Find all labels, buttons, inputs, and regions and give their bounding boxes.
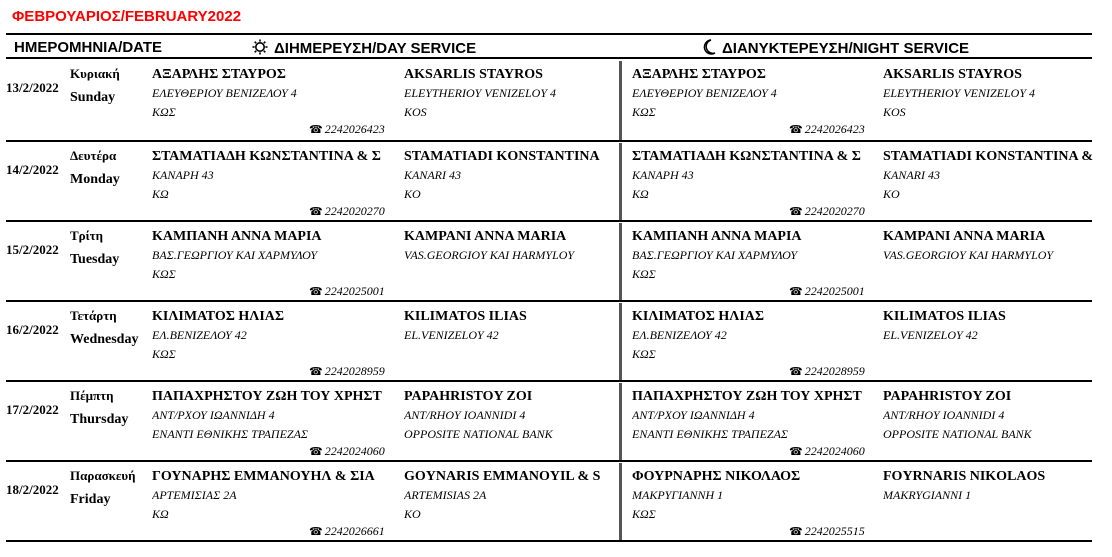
night-service-en-entry [883, 147, 1112, 204]
phone-number: 2242028959 [324, 364, 385, 378]
night-service-phone [789, 122, 865, 137]
telephone-icon: ☎ [309, 526, 323, 538]
night-service-en-entry [883, 227, 1112, 265]
night-service-phone [789, 444, 865, 459]
row-weekday-greek: Κυριακή [70, 66, 120, 81]
pharmacy-city: ΚΩΣ [632, 267, 656, 281]
row-date: 15/2/2022 [6, 242, 59, 257]
pharmacy-address: ΚΑΝΑΡΗ 43 [152, 168, 214, 182]
night-service-gr-entry [632, 467, 867, 524]
phone-number: 2242026423 [324, 122, 385, 136]
phone-number: 2242020270 [804, 204, 865, 218]
row-weekday-greek: Τετάρτη [70, 308, 117, 323]
row-weekday-english: Monday [70, 172, 120, 187]
pharmacy-name: KILIMATOS ILIAS [404, 309, 527, 324]
pharmacy-address: ΕΛΕΥΘΕΡΙΟΥ ΒΕΝΙΖΕΛΟΥ 4 [632, 86, 777, 100]
telephone-icon: ☎ [789, 526, 803, 538]
pharmacy-name: AKSARLIS STAYROS [404, 67, 543, 82]
phone-number: 2242025001 [324, 284, 385, 298]
pharmacy-city: KO [404, 187, 421, 201]
pharmacy-landmark: ΕΝΑΝΤΙ ΕΘΝΙΚΗΣ ΤΡΑΠΕΖΑΣ [152, 427, 309, 441]
night-service-gr-entry [632, 65, 867, 122]
row-separator [6, 380, 1092, 382]
pharmacy-name: ΦΟΥΡΝΑΡΗΣ ΝΙΚΟΛΑΟΣ [632, 469, 801, 484]
pharmacy-name: ΚΙΛΙΜΑΤΟΣ ΗΛΙΑΣ [632, 309, 765, 324]
header-day-service [252, 39, 476, 57]
day-service-gr-entry [152, 147, 387, 204]
phone-number: 2242026661 [324, 524, 385, 538]
pharmacy-name: ΚΙΛΙΜΑΤΟΣ ΗΛΙΑΣ [152, 309, 285, 324]
pharmacy-address: VAS.GEORGIOY KAI HARMYLOY [404, 248, 575, 262]
pharmacy-name: STAMATIADI KONSTANTINA & [883, 149, 1094, 164]
table-row [0, 223, 1112, 303]
header-day-service-label: ΔΙΗΜΕΡΕΥΣΗ/DAY SERVICE [274, 40, 477, 57]
pharmacy-address: ARTEMISIAS 2A [404, 488, 487, 502]
pharmacy-address: EL.VENIZELOY 42 [883, 328, 978, 342]
pharmacy-address: ΑΝΤ/ΡΧΟΥ ΙΩΑΝΝΙΔΗ 4 [632, 408, 755, 422]
night-service-gr-entry [632, 227, 867, 284]
pharmacy-name: ΠΑΠΑΧΡΗΣΤΟΥ ΖΩΗ ΤΟΥ ΧΡΗΣΤ [152, 389, 382, 404]
pharmacy-name: GOYNARIS EMMANOYIL & S [404, 469, 601, 484]
telephone-icon: ☎ [309, 286, 323, 298]
pharmacy-address: ΕΛ.ΒΕΝΙΖΕΛΟΥ 42 [152, 328, 247, 342]
table-row [0, 143, 1112, 223]
row-separator [6, 460, 1092, 462]
header-night-service [702, 39, 969, 57]
day-service-gr-entry [152, 65, 387, 122]
pharmacy-name: ΚΑΜΠΑΝΗ ΑΝΝΑ ΜΑΡΙΑ [152, 229, 322, 244]
pharmacy-address: VAS.GEORGIOY KAI HARMYLOY [883, 248, 1054, 262]
telephone-icon: ☎ [309, 124, 323, 136]
pharmacy-address: ΕΛΕΥΘΕΡΙΟΥ ΒΕΝΙΖΕΛΟΥ 4 [152, 86, 297, 100]
pharmacy-city: ΚΩΣ [152, 347, 176, 361]
day-service-phone [309, 524, 385, 539]
pharmacy-city: ΚΩ [632, 187, 649, 201]
night-service-en-entry [883, 387, 1112, 444]
telephone-icon: ☎ [309, 206, 323, 218]
pharmacy-name: KILIMATOS ILIAS [883, 309, 1006, 324]
row-weekday-english: Friday [70, 492, 111, 507]
row-weekday-english: Sunday [70, 90, 116, 105]
row-separator [6, 140, 1092, 142]
pharmacy-name: ΣΤΑΜΑΤΙΑΔΗ ΚΩΝΣΤΑΝΤΙΝΑ & Σ [152, 149, 381, 164]
phone-number: 2242025515 [804, 524, 865, 538]
pharmacy-address: EL.VENIZELOY 42 [404, 328, 499, 342]
row-separator [6, 220, 1092, 222]
pharmacy-city: KO [883, 187, 900, 201]
telephone-icon: ☎ [309, 446, 323, 458]
telephone-icon: ☎ [789, 446, 803, 458]
pharmacy-address: ΜΑΚΡΥΓΙΑΝΝΗ 1 [632, 488, 724, 502]
pharmacy-name: ΚΑΜΠΑΝΗ ΑΝΝΑ ΜΑΡΙΑ [632, 229, 802, 244]
pharmacy-address: ΒΑΣ.ΓΕΩΡΓΙΟΥ ΚΑΙ ΧΑΡΜΥΛΟΥ [152, 248, 318, 262]
row-weekday-greek: Δευτέρα [70, 148, 117, 163]
pharmacy-city: ΚΩΣ [152, 267, 176, 281]
night-service-gr-entry [632, 147, 867, 204]
day-service-phone [309, 122, 385, 137]
pharmacy-address: ANT/RHOY IOANNIDI 4 [883, 408, 1005, 422]
pharmacy-address: ΒΑΣ.ΓΕΩΡΓΙΟΥ ΚΑΙ ΧΑΡΜΥΛΟΥ [632, 248, 798, 262]
row-date: 17/2/2022 [6, 402, 59, 417]
pharmacy-city: ΚΩΣ [632, 507, 656, 521]
pharmacy-name: ΓΟΥΝΑΡΗΣ ΕΜΜΑΝΟΥΗΛ & ΣΙΑ [152, 469, 375, 484]
row-separator [6, 300, 1092, 302]
row-weekday-english: Wednesday [70, 332, 139, 347]
night-service-phone [789, 204, 865, 219]
night-service-gr-entry [632, 387, 867, 444]
pharmacy-landmark: OPPOSITE NATIONAL BANK [883, 427, 1032, 441]
day-service-gr-entry [152, 227, 387, 284]
pharmacy-name: ΑΞΑΡΛΗΣ ΣΤΑΥΡΟΣ [632, 67, 766, 82]
day-service-en-entry [404, 467, 639, 524]
telephone-icon: ☎ [789, 366, 803, 378]
row-separator [6, 540, 1092, 542]
row-date: 14/2/2022 [6, 162, 59, 177]
header-bottom-rule [6, 57, 1092, 59]
night-service-en-entry [883, 65, 1112, 122]
pharmacy-name: AKSARLIS STAYROS [883, 67, 1022, 82]
telephone-icon: ☎ [789, 286, 803, 298]
day-service-en-entry [404, 227, 639, 265]
pharmacy-name: ΑΞΑΡΛΗΣ ΣΤΑΥΡΟΣ [152, 67, 286, 82]
pharmacy-city: ΚΩΣ [152, 105, 176, 119]
phone-number: 2242026423 [804, 122, 865, 136]
pharmacy-city: ΚΩ [152, 187, 169, 201]
pharmacy-address: ΕΛ.ΒΕΝΙΖΕΛΟΥ 42 [632, 328, 727, 342]
row-date: 13/2/2022 [6, 80, 59, 95]
telephone-icon: ☎ [789, 206, 803, 218]
pharmacy-address: ELEYTHERIOY VENIZELOY 4 [883, 86, 1036, 100]
telephone-icon: ☎ [789, 124, 803, 136]
sun-icon [252, 39, 268, 55]
day-service-en-entry [404, 307, 639, 345]
pharmacy-city: ΚΩΣ [632, 105, 656, 119]
pharmacy-address: ΑΡΤΕΜΙΣΙΑΣ 2Α [152, 488, 237, 502]
night-service-gr-entry [632, 307, 867, 364]
header-night-service-label: ΔΙΑΝΥΚΤΕΡΕΥΣΗ/NIGHT SERVICE [722, 40, 970, 57]
row-weekday-english: Thursday [70, 412, 129, 427]
pharmacy-city: ΚΩΣ [632, 347, 656, 361]
row-weekday-greek: Παρασκευή [70, 468, 136, 483]
day-service-en-entry [404, 65, 639, 122]
page-title: ΦΕΒΡΟΥΑΡΙΟΣ/FEBRUARY2022 [12, 8, 242, 25]
pharmacy-address: ΑΝΤ/ΡΧΟΥ ΙΩΑΝΝΙΔΗ 4 [152, 408, 275, 422]
table-header [6, 36, 1092, 58]
pharmacy-address: MAKRYGIANNI 1 [883, 488, 972, 502]
pharmacy-address: KANARI 43 [404, 168, 461, 182]
pharmacy-address: ΚΑΝΑΡΗ 43 [632, 168, 694, 182]
night-service-en-entry [883, 467, 1112, 505]
day-service-gr-entry [152, 467, 387, 524]
pharmacy-name: FOYRNARIS NIKOLAOS [883, 469, 1046, 484]
pharmacy-address: KANARI 43 [883, 168, 940, 182]
phone-number: 2242020270 [324, 204, 385, 218]
pharmacy-name: ΣΤΑΜΑΤΙΑΔΗ ΚΩΝΣΤΑΝΤΙΝΑ & Σ [632, 149, 861, 164]
day-service-gr-entry [152, 387, 387, 444]
day-service-phone [309, 284, 385, 299]
pharmacy-city: ΚΩ [152, 507, 169, 521]
table-row [0, 61, 1112, 141]
day-service-phone [309, 364, 385, 379]
night-service-en-entry [883, 307, 1112, 345]
pharmacy-city: KO [404, 507, 421, 521]
row-date: 16/2/2022 [6, 322, 59, 337]
phone-number: 2242024060 [804, 444, 865, 458]
pharmacy-name: KAMPANI ANNA MARIA [404, 229, 567, 244]
pharmacy-name: KAMPANI ANNA MARIA [883, 229, 1046, 244]
pharmacy-name: ΠΑΠΑΧΡΗΣΤΟΥ ΖΩΗ ΤΟΥ ΧΡΗΣΤ [632, 389, 862, 404]
day-service-en-entry [404, 147, 639, 204]
night-service-phone [789, 524, 865, 539]
row-weekday-greek: Πέμπτη [70, 388, 114, 403]
phone-number: 2242024060 [324, 444, 385, 458]
pharmacy-landmark: ΕΝΑΝΤΙ ΕΘΝΙΚΗΣ ΤΡΑΠΕΖΑΣ [632, 427, 789, 441]
row-weekday-english: Tuesday [70, 252, 120, 267]
night-service-phone [789, 284, 865, 299]
row-date: 18/2/2022 [6, 482, 59, 497]
row-weekday-greek: Τρίτη [70, 228, 104, 243]
header-top-rule [6, 33, 1092, 35]
day-service-en-entry [404, 387, 639, 444]
pharmacy-city: KOS [404, 105, 427, 119]
table-row [0, 383, 1112, 463]
pharmacy-address: ELEYTHERIOY VENIZELOY 4 [404, 86, 557, 100]
night-service-phone [789, 364, 865, 379]
day-service-phone [309, 204, 385, 219]
phone-number: 2242028959 [804, 364, 865, 378]
moon-icon [702, 39, 716, 55]
day-service-gr-entry [152, 307, 387, 364]
table-row [0, 463, 1112, 543]
table-row [0, 303, 1112, 383]
pharmacy-landmark: OPPOSITE NATIONAL BANK [404, 427, 553, 441]
header-date: ΗΜΕΡΟΜΗΝΙΑ/DATE [14, 39, 163, 56]
telephone-icon: ☎ [309, 366, 323, 378]
pharmacy-name: PAPAHRISTOY ZOI [404, 389, 533, 404]
phone-number: 2242025001 [804, 284, 865, 298]
pharmacy-city: KOS [883, 105, 906, 119]
pharmacy-name: STAMATIADI KONSTANTINA [404, 149, 600, 164]
pharmacy-address: ANT/RHOY IOANNIDI 4 [404, 408, 526, 422]
pharmacy-name: PAPAHRISTOY ZOI [883, 389, 1012, 404]
day-service-phone [309, 444, 385, 459]
